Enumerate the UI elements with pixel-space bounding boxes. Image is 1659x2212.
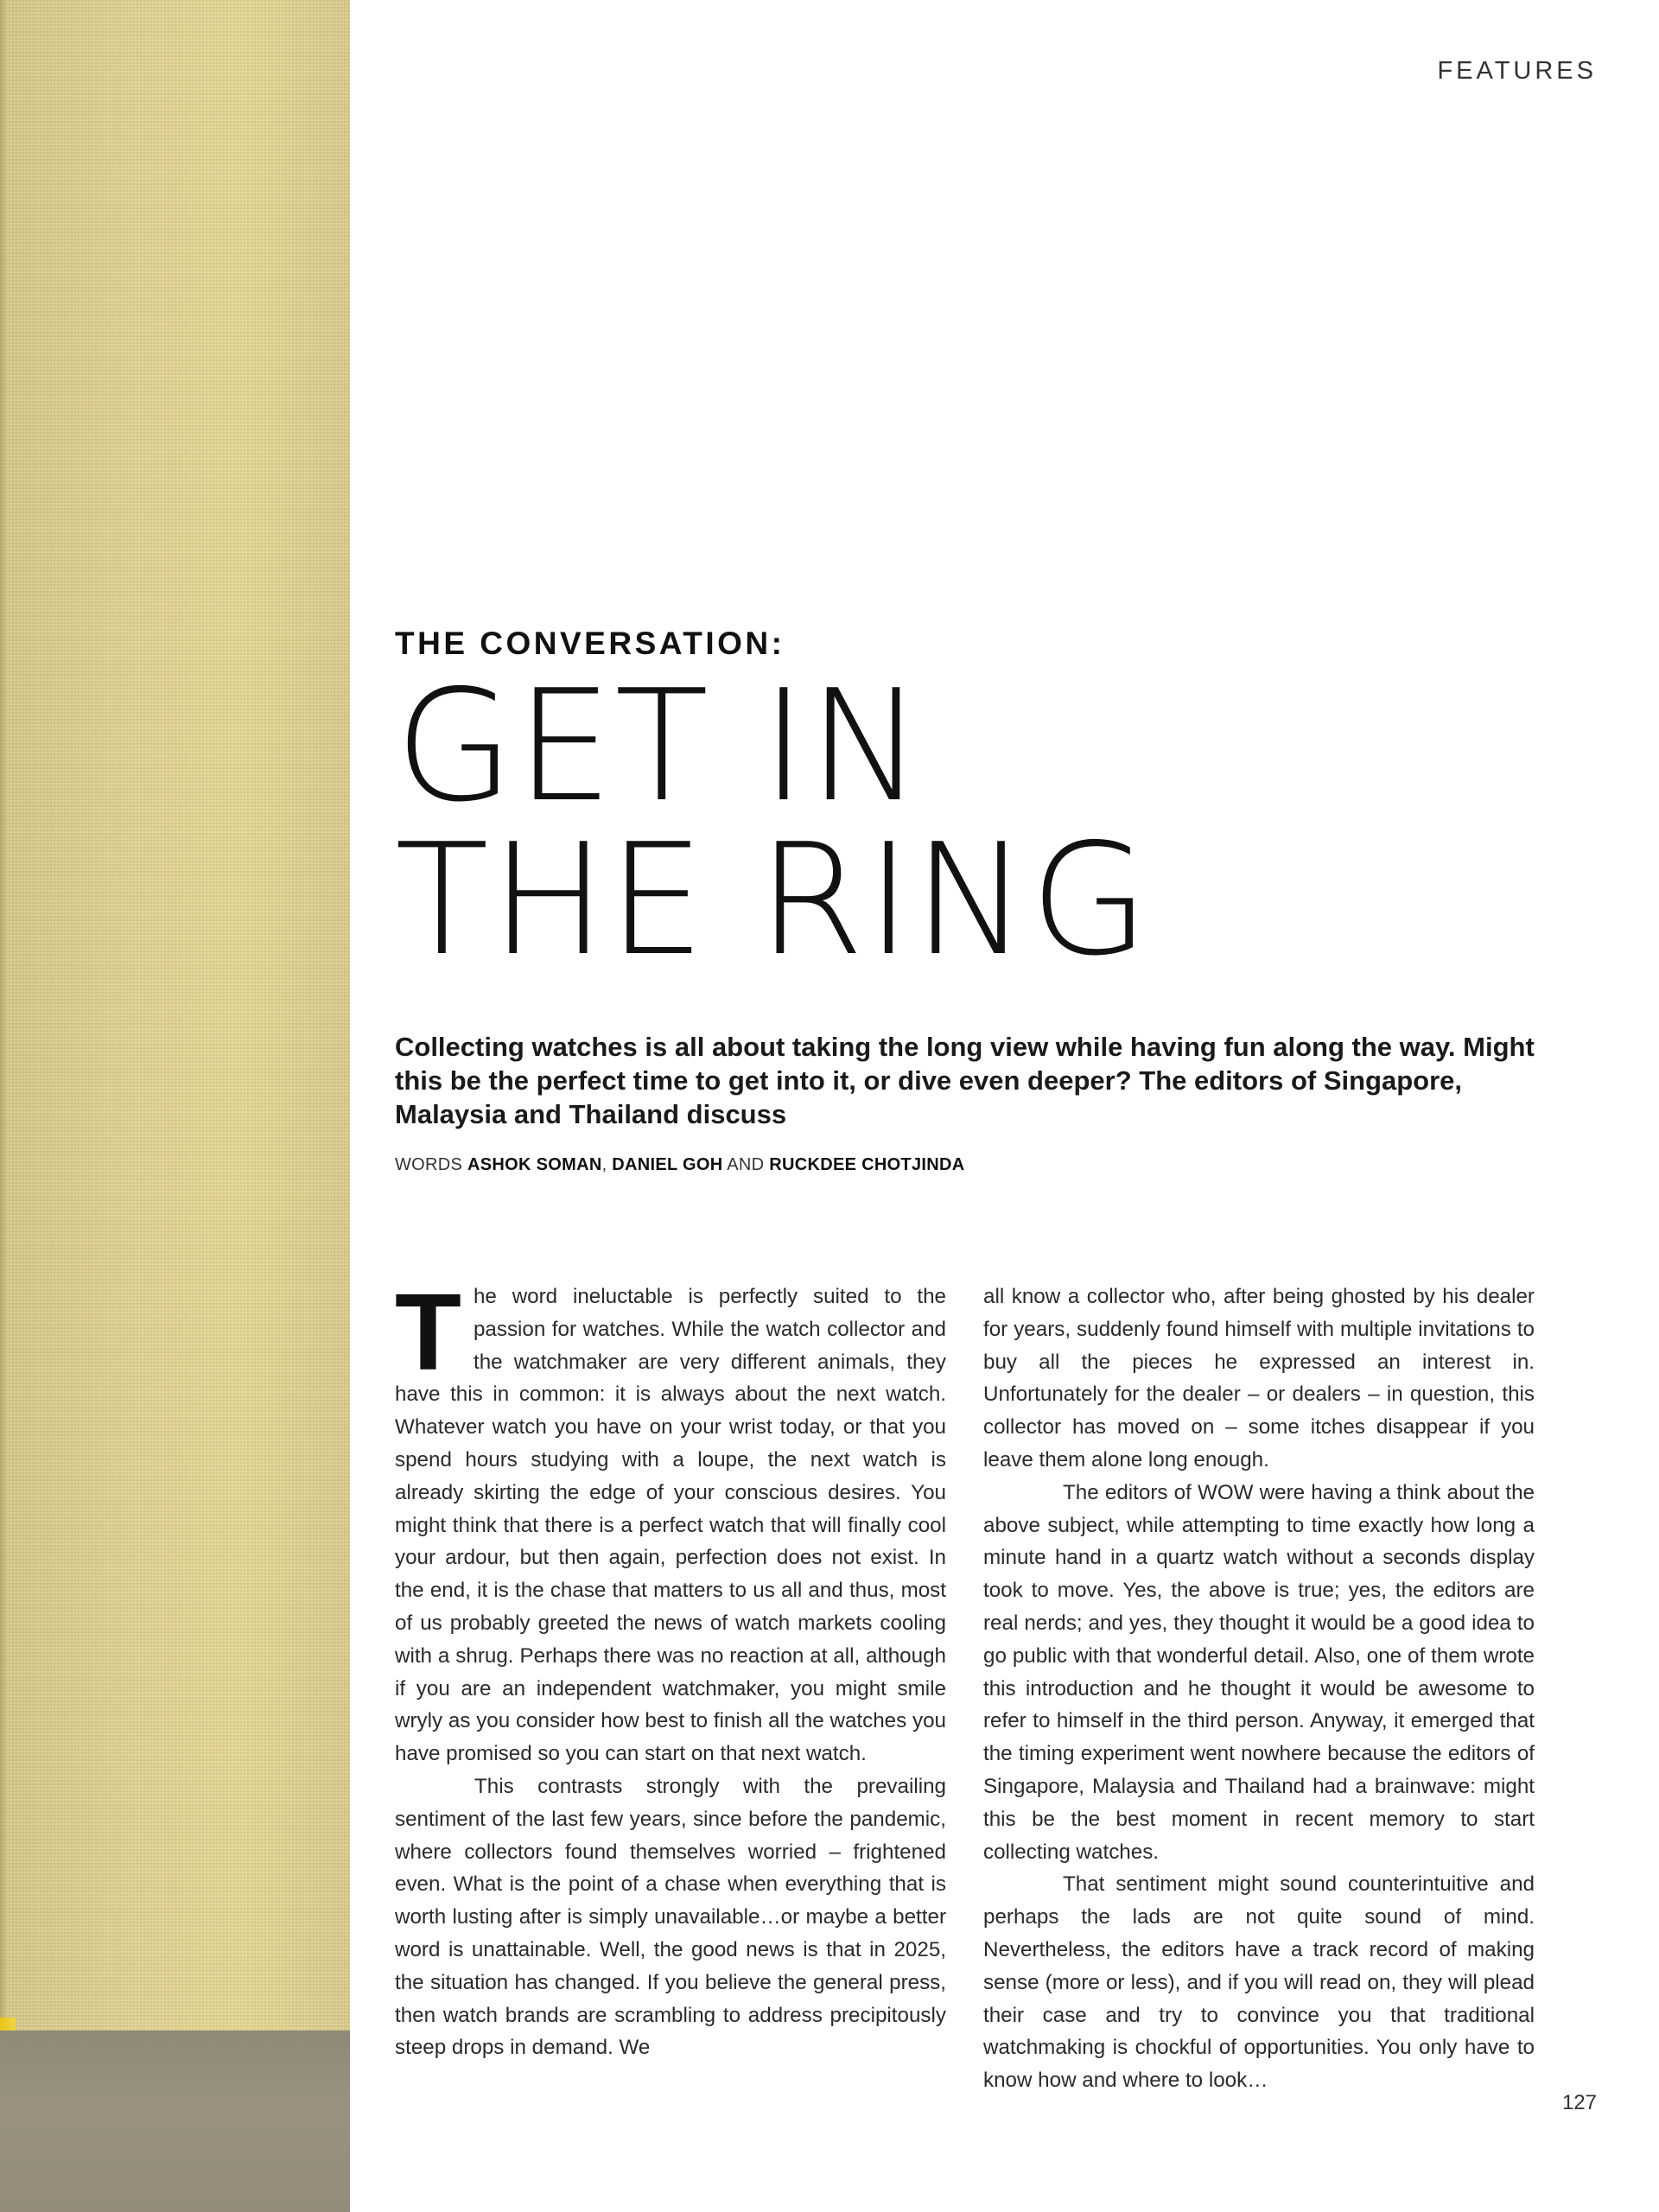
article-headline [395, 657, 1151, 989]
drop-cap: T [395, 1271, 461, 1393]
body-column-right [983, 1281, 1535, 2097]
panel-grey-base [0, 2031, 350, 2212]
body-paragraph: all know a collector who, after being ghosted by his dealer for years, suddenly found himself with multiple invitations to buy all the pieces he expressed an interest in. Unfortunately for the dealer – or dealers – in question, this collector has moved on – some itches disappear if you leave them alone long enough. [983, 1285, 1535, 1471]
body-paragraph: That sentiment might sound counterintuitive and perhaps the lads are not quite sound of mind. Nevertheless, the editors have a track record of making sense (more or less), and if you will read on, they will plead their case and try to convince you that traditional watchmaking is chockful of opportunities. You only have to know how and where to look… [983, 1872, 1535, 2093]
headline-line-1: GET IN [395, 657, 925, 836]
panel-edge-shadow [0, 0, 7, 2212]
byline-author-1: ASHOK SOMAN [467, 1155, 602, 1174]
byline-author-3: RUCKDEE CHOTJINDA [769, 1155, 965, 1174]
byline-author-2: DANIEL GOH [612, 1155, 723, 1174]
body-paragraph [395, 1271, 946, 1770]
body-paragraph: This contrasts strongly with the prevailing sentiment of the last few years, since before the pandemic, where collectors found themselves worried – frightened even. What is the point of a chase when everything that is worth lusting after is simply unavailable…or maybe a better word is unattainable. Well, the good news is that in 2025, the situation has changed. If you believe the general press, then watch brands are scrambling to address precipitously steep drops in demand. We [395, 1774, 946, 2060]
body-paragraph: The editors of WOW were having a think about the above subject, while attempting to time exactly how long a minute hand in a quartz watch without a seconds display took to move. Yes, the above is true; yes, the editors are real nerds; and yes, they thought it would be a good idea to go public with that wonderful detail. Also, one of them wrote this introduction and he thought it would be awesome to refer to himself in the third person. Anyway, it emerged that the timing experiment went nowhere because the editors of Singapore, Malaysia and Thailand had a brainwave: might this be the best moment in recent memory to start collecting watches. [983, 1480, 1535, 1864]
paragraph-text: he word ineluctable is perfectly suited to the passion for watches. While the watch collector and the watchmaker are very different animals, they have this in common: it is always about the next watch. Whatever watch you have on your wrist today, or that you spend hours studying with a loupe, the next watch is already skirting the edge of your conscious desires. You might think that there is a perfect watch that will finally cool your ardour, but then again, perfection does not exist. In the end, it is the chase that matters to us all and thus, most of us probably greeted the news of watch markets cooling with a shrug. Perhaps there was no reaction at all, although if you are an independent watchmaker, you might smile wryly as you consider how best to finish all the watches you have promised so you can start on that next watch. [395, 1285, 946, 1766]
byline [395, 1155, 964, 1175]
headline-line-2: THE RING [395, 810, 1151, 989]
section-label: FEATURES [1437, 57, 1597, 85]
decorative-fabric-panel [0, 0, 350, 2212]
byline-prefix: WORDS [395, 1155, 468, 1174]
byline-separator-2: AND [722, 1155, 770, 1174]
article-kicker: THE CONVERSATION: [395, 626, 785, 661]
byline-separator-1: , [601, 1155, 613, 1174]
body-column-left [395, 1271, 946, 2064]
article-standfirst: Collecting watches is all about taking the long view while having fun along the way. Might this be the perfect time to get into it, or dive even deeper? The editors of Singapore, Malaysia and Thailand discuss [395, 1032, 1535, 1129]
page-number: 127 [1561, 2091, 1597, 2114]
